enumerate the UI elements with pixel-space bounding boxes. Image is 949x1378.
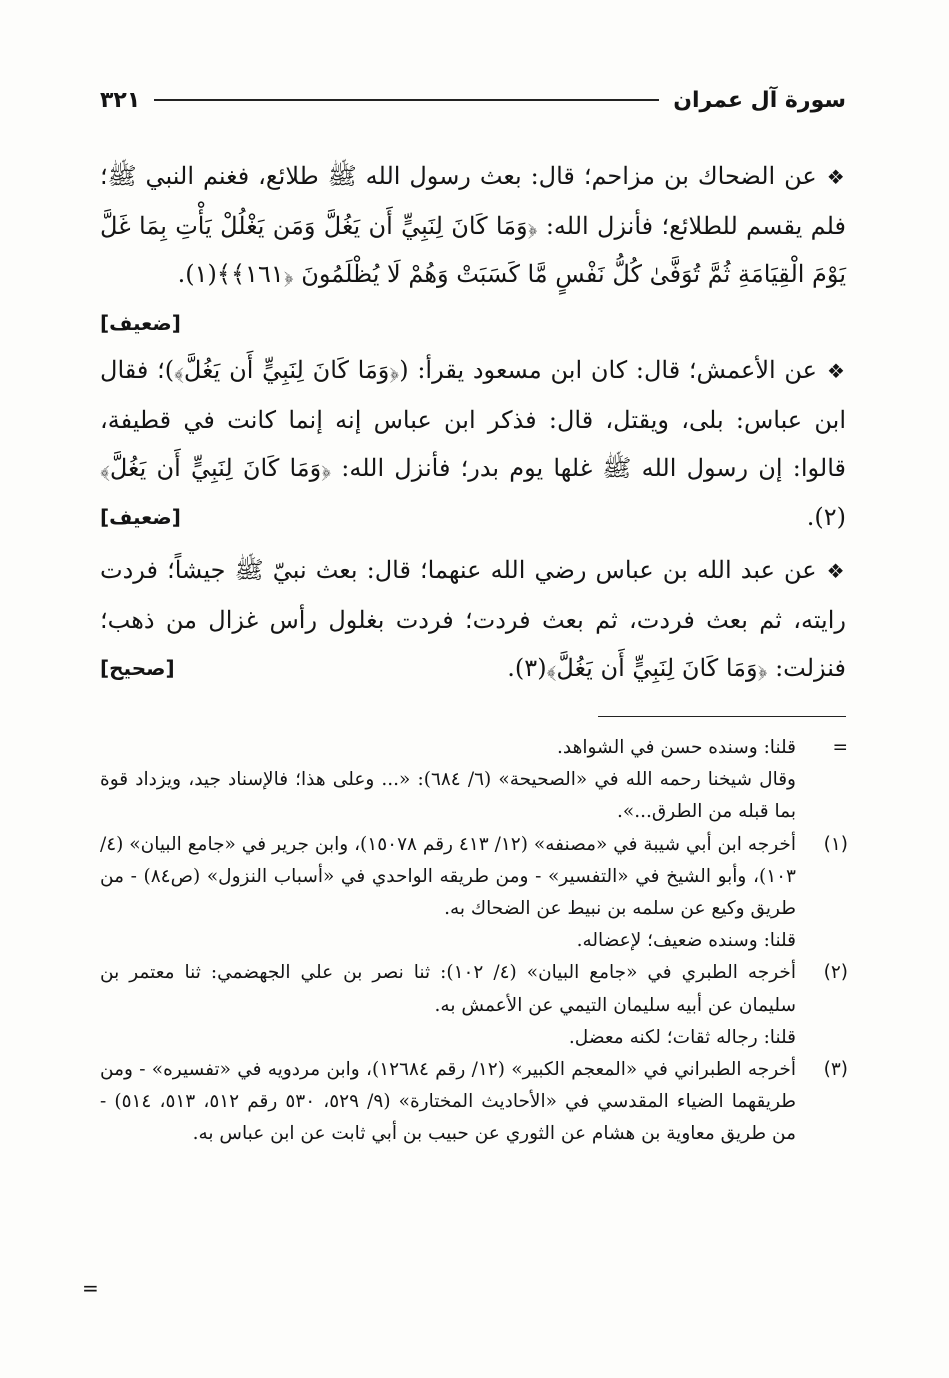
footnote	[100, 829, 848, 958]
footnote-number: (٣)	[823, 1059, 848, 1081]
footnote-number: =	[832, 737, 848, 758]
bullet-icon: ❖	[826, 559, 846, 583]
header-rule	[154, 99, 659, 101]
footnote-divider	[598, 716, 846, 717]
bullet-icon: ❖	[826, 359, 846, 383]
footnotes	[100, 732, 848, 1151]
footnote-line: قلنا: وسنده حسن في الشواهد.	[557, 737, 796, 758]
footnote	[100, 1054, 848, 1151]
footnote-line: أخرجه ابن أبي شيبة في «مصنفه» (١٢/ ٤١٣ رقم ١٥٠٧٨)، وابن جرير في «جامع البيان» (٤/ ١٠٣)، وأبو الشيخ في «التفسير» - ومن طريقه الواحدي في «أسباب النزول» (ص٨٤) - من طريق وكيع عن سلمه بن نبيط عن الضحاك به.	[100, 833, 796, 920]
hadith-text: عن الضحاك بن مزاحم؛ قال: بعث رسول الله ﷺ طلائع، فغنم النبي ﷺ؛ فلم يقسم للطلائع؛ فأنزل الله: ﴿وَمَا كَانَ لِنَبِيٍّ أَن يَغُلَّ وَمَن يَغْلُلْ يَأْتِ بِمَا غَلَّ يَوْمَ الْقِيَامَةِ ثُمَّ تُوَفَّىٰ كُلُّ نَفْسٍ مَّا كَسَبَتْ وَهُمْ لَا يُظْلَمُونَ ﴿١٦١﴾﴾(١).	[100, 162, 846, 288]
footnote-line: قلنا: وسنده ضعيف؛ لإعضاله.	[576, 930, 796, 952]
footnote-line: أخرجه الطبراني في «المعجم الكبير» (١٢/ رقم ١٢٦٨٤)، وابن مردويه في «تفسيره» - ومن طريقهما الضياء المقدسي في «الأحاديث المختارة» (٩/ ٥٢٩، ٥٣٠ رقم ٥١٢، ٥١٣، ٥١٤) - من طريق معاوية بن هشام عن الثوري عن حبيب بن أبي ثابت عن ابن عباس به.	[100, 1059, 797, 1145]
bullet-icon: ❖	[826, 165, 846, 189]
footnote	[100, 732, 848, 829]
grade-label: [ضعيف]	[100, 504, 181, 529]
footnote-line: أخرجه الطبري في «جامع البيان» (٤/ ١٠٢): ثنا نصر بن علي الجهضمي: ثنا معتمر بن سليمان عن أبيه سليمان التيمي عن الأعمش به.	[100, 962, 796, 1016]
hadith-entry	[100, 152, 846, 347]
footnote	[100, 957, 848, 1054]
page-number: ٣٢١	[100, 87, 141, 113]
footnote-number: (١)	[823, 833, 848, 855]
hadith-text: عن الأعمش؛ قال: كان ابن مسعود يقرأ: (﴿وَمَا كَانَ لِنَبِيٍّ أَن يَغُلَّ﴾)؛ فقال ابن عباس: بلى، ويقتل، قال: فذكر ابن عباس إنه إنما كانت في قطيفة، قالوا: إن رسول الله ﷺ غلها يوم بدر؛ فأنزل الله: ﴿وَمَا كَانَ لِنَبِيٍّ أَن يَغُلَّ﴾(٢).	[100, 356, 846, 531]
footnote-number: (٢)	[823, 962, 848, 984]
page-header	[100, 82, 846, 118]
hadith-text: عن عبد الله بن عباس رضي الله عنهما؛ قال: بعث نبيّ ﷺ جيشاً؛ فردت رايته، ثم بعث فردت، ثم بعث فردت؛ فردت بغلول رأس غزال من ذهب؛ فنزلت: ﴿وَمَا كَانَ لِنَبِيٍّ أَن يَغُلَّ﴾(٣).	[100, 556, 846, 682]
footnote-line: قلنا: رجاله ثقات؛ لكنه معضل.	[568, 1026, 796, 1048]
hadith-entry	[100, 346, 846, 541]
grade-label: [ضعيف]	[100, 310, 181, 335]
footnote-line: وقال شيخنا رحمه الله في «الصحيحة» (٦/ ٦٨٤): «... وعلى هذا؛ فالإسناد جيد، ويزداد قوة بما قبله من الطرق...».	[100, 769, 796, 823]
surah-title: سورة آل عمران	[673, 87, 846, 113]
hadith-entry	[100, 546, 846, 693]
continuation-mark: =	[82, 1276, 99, 1300]
grade-label: [صحيح]	[100, 656, 175, 680]
